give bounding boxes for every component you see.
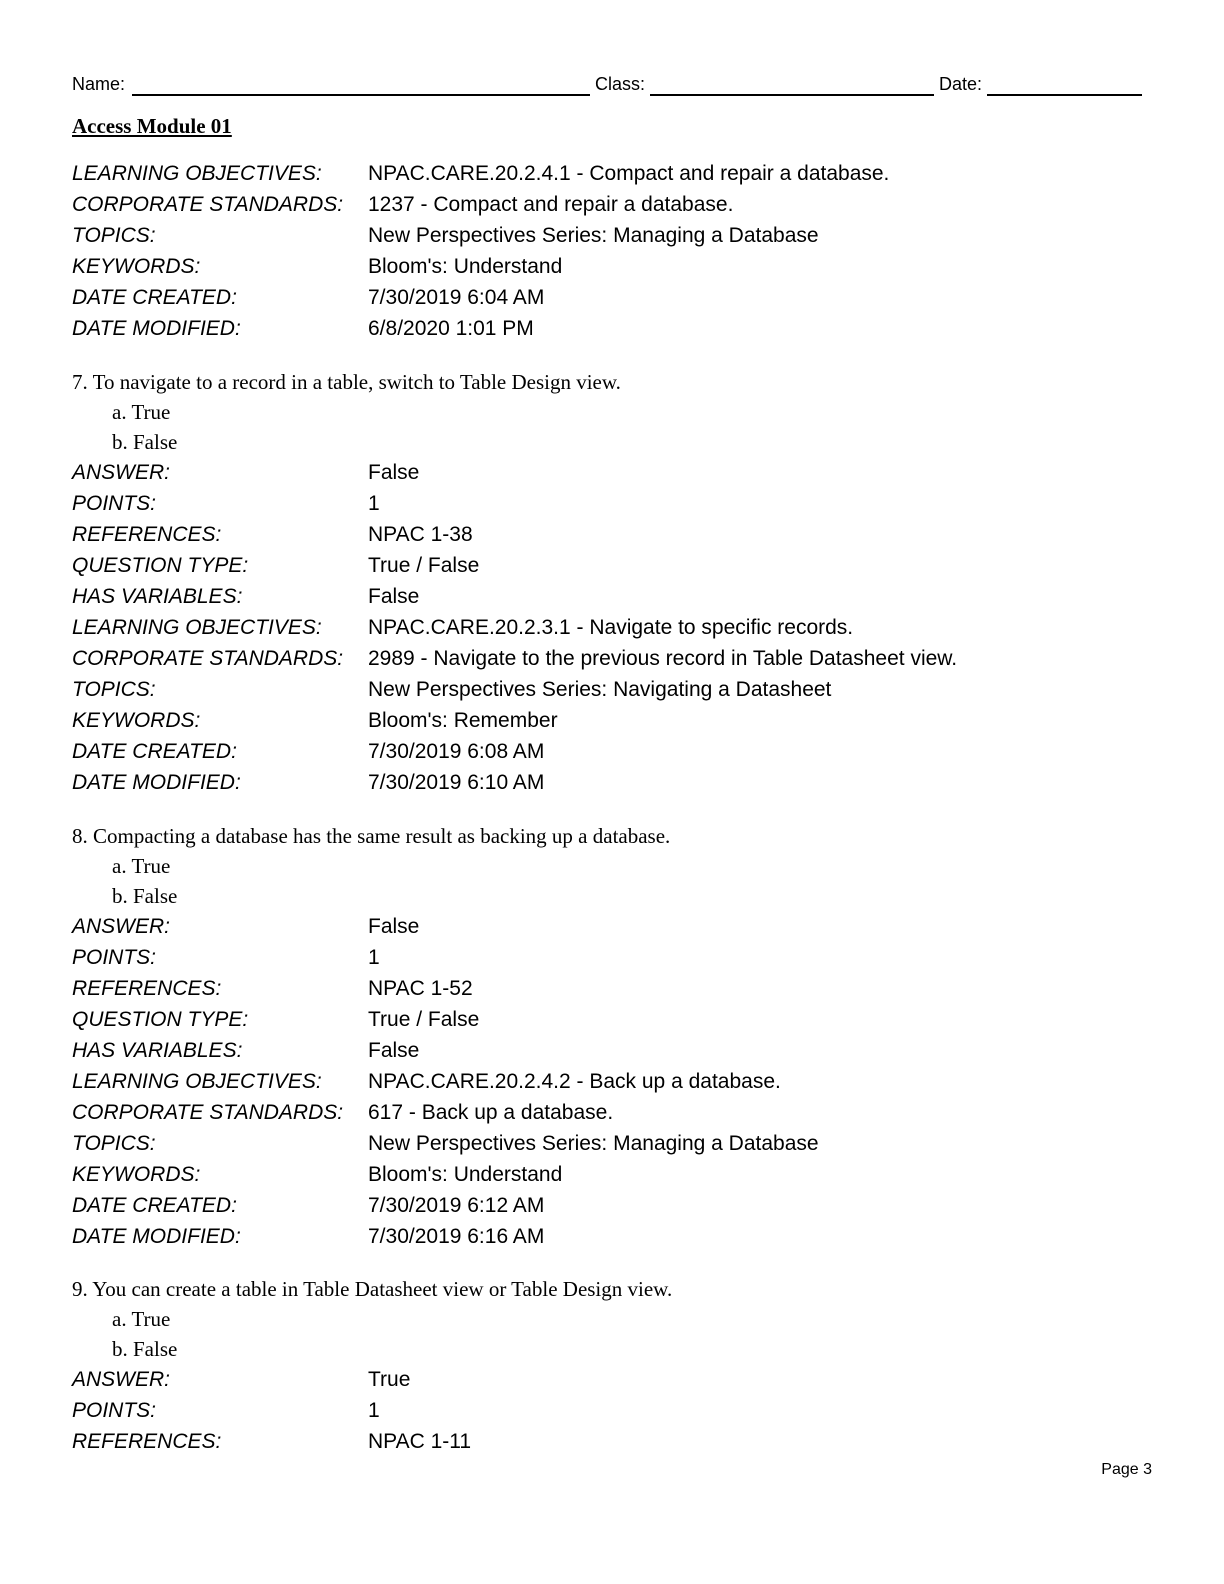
answer-option: a. True	[112, 1307, 171, 1331]
metadata-row	[72, 519, 1152, 550]
metadata-row	[72, 643, 1152, 674]
metadata-value: NPAC.CARE.20.2.3.1 - Navigate to specific records.	[368, 616, 854, 639]
metadata-value: False	[368, 585, 420, 608]
metadata-row	[72, 282, 1152, 313]
answer-option: a. True	[112, 400, 171, 424]
metadata-row	[72, 674, 1152, 705]
metadata-key: TOPICS:	[72, 1132, 156, 1155]
metadata-value: New Perspectives Series: Navigating a Datasheet	[368, 678, 832, 701]
question-text: 7. To navigate to a record in a table, switch to Table Design view.	[72, 370, 621, 394]
metadata-value: False	[368, 461, 420, 484]
class-label: Class:	[595, 74, 646, 94]
metadata-value: NPAC 1-52	[368, 977, 473, 1000]
metadata-value: 7/30/2019 6:08 AM	[368, 740, 545, 763]
question-text: 9. You can create a table in Table Datasheet view or Table Design view.	[72, 1277, 673, 1301]
metadata-value: 617 - Back up a database.	[368, 1101, 614, 1124]
metadata-key: LEARNING OBJECTIVES:	[72, 616, 322, 639]
metadata-key: CORPORATE STANDARDS:	[72, 1101, 344, 1124]
page-number: Page 3	[1101, 1461, 1152, 1478]
metadata-key: HAS VARIABLES:	[72, 585, 243, 608]
metadata-value: NPAC 1-11	[368, 1430, 472, 1453]
metadata-key: REFERENCES:	[72, 523, 222, 546]
metadata-row	[72, 581, 1152, 612]
name-line	[132, 94, 590, 96]
metadata-row	[72, 550, 1152, 581]
metadata-value: NPAC.CARE.20.2.4.1 - Compact and repair a database.	[368, 162, 890, 185]
metadata-key: ANSWER:	[72, 461, 171, 484]
metadata-value: 1	[368, 1399, 380, 1422]
metadata-row	[72, 942, 1152, 973]
metadata-key: ANSWER:	[72, 915, 171, 938]
metadata-key: REFERENCES:	[72, 1430, 222, 1453]
metadata-key: KEYWORDS:	[72, 255, 201, 278]
metadata-key: TOPICS:	[72, 224, 156, 247]
metadata-key: CORPORATE STANDARDS:	[72, 647, 344, 670]
metadata-value: True / False	[368, 554, 480, 577]
module-title: Access Module 01	[72, 114, 232, 138]
metadata-value: Bloom's: Remember	[368, 709, 558, 732]
answer-option: b. False	[112, 884, 178, 908]
metadata-key: HAS VARIABLES:	[72, 1039, 243, 1062]
question-9	[72, 1274, 1152, 1457]
metadata-row	[72, 1035, 1152, 1066]
date-line	[987, 94, 1142, 96]
question-8	[72, 821, 1152, 1252]
header-fields	[72, 72, 1142, 98]
metadata-key: KEYWORDS:	[72, 709, 201, 732]
question-text: 8. Compacting a database has the same result as backing up a database.	[72, 824, 671, 848]
metadata-value: 7/30/2019 6:04 AM	[368, 286, 545, 309]
metadata-key: QUESTION TYPE:	[72, 1008, 249, 1031]
metadata-row	[72, 1066, 1152, 1097]
metadata-row	[72, 158, 1152, 189]
metadata-row	[72, 1221, 1152, 1252]
metadata-value: False	[368, 915, 420, 938]
metadata-key: DATE MODIFIED:	[72, 317, 241, 340]
metadata-key: REFERENCES:	[72, 977, 222, 1000]
metadata-value: 6/8/2020 1:01 PM	[368, 317, 534, 340]
metadata-row	[72, 457, 1152, 488]
metadata-key: DATE MODIFIED:	[72, 1225, 241, 1248]
metadata-row	[72, 767, 1152, 798]
metadata-row	[72, 251, 1152, 282]
metadata-value: NPAC 1-38	[368, 523, 473, 546]
metadata-key: QUESTION TYPE:	[72, 554, 249, 577]
metadata-value: NPAC.CARE.20.2.4.2 - Back up a database.	[368, 1070, 781, 1093]
name-label: Name:	[72, 74, 126, 94]
metadata-row	[72, 1004, 1152, 1035]
metadata-value: 1	[368, 946, 380, 969]
metadata-value: False	[368, 1039, 420, 1062]
metadata-row	[72, 1097, 1152, 1128]
metadata-row	[72, 911, 1152, 942]
metadata-key: ANSWER:	[72, 1368, 171, 1391]
metadata-row	[72, 189, 1152, 220]
metadata-row	[72, 736, 1152, 767]
metadata-key: DATE CREATED:	[72, 286, 237, 309]
metadata-key: TOPICS:	[72, 678, 156, 701]
metadata-key: DATE CREATED:	[72, 740, 237, 763]
metadata-row	[72, 1128, 1152, 1159]
metadata-value: Bloom's: Understand	[368, 255, 563, 278]
metadata-key: POINTS:	[72, 492, 157, 515]
metadata-value: 2989 - Navigate to the previous record in Table Datasheet view.	[368, 647, 958, 670]
metadata-row	[72, 1426, 1152, 1457]
metadata-value: True	[368, 1368, 411, 1391]
metadata-row	[72, 973, 1152, 1004]
metadata-value: 7/30/2019 6:12 AM	[368, 1194, 545, 1217]
metadata-value: Bloom's: Understand	[368, 1163, 563, 1186]
metadata-key: LEARNING OBJECTIVES:	[72, 162, 322, 185]
metadata-value: 1	[368, 492, 380, 515]
metadata-row	[72, 1395, 1152, 1426]
metadata-key: POINTS:	[72, 1399, 157, 1422]
metadata-key: KEYWORDS:	[72, 1163, 201, 1186]
metadata-value: 7/30/2019 6:16 AM	[368, 1225, 545, 1248]
metadata-row	[72, 612, 1152, 643]
answer-option: b. False	[112, 1337, 178, 1361]
question-7	[72, 367, 1152, 798]
metadata-key: DATE CREATED:	[72, 1194, 237, 1217]
metadata-row	[72, 220, 1152, 251]
metadata-row	[72, 1159, 1152, 1190]
metadata-value: 7/30/2019 6:10 AM	[368, 771, 545, 794]
answer-option: a. True	[112, 854, 171, 878]
class-line	[650, 94, 934, 96]
metadata-key: CORPORATE STANDARDS:	[72, 193, 344, 216]
metadata-key: POINTS:	[72, 946, 157, 969]
metadata-row	[72, 488, 1152, 519]
metadata-row	[72, 1190, 1152, 1221]
date-label: Date:	[939, 74, 983, 94]
metadata-value: New Perspectives Series: Managing a Database	[368, 1132, 819, 1155]
metadata-key: LEARNING OBJECTIVES:	[72, 1070, 322, 1093]
metadata-row	[72, 1364, 1152, 1395]
answer-option: b. False	[112, 430, 178, 454]
metadata-key: DATE MODIFIED:	[72, 771, 241, 794]
metadata-value: New Perspectives Series: Managing a Database	[368, 224, 819, 247]
preamble-metadata	[72, 158, 1152, 344]
metadata-row	[72, 705, 1152, 736]
metadata-value: True / False	[368, 1008, 480, 1031]
metadata-row	[72, 313, 1152, 344]
metadata-value: 1237 - Compact and repair a database.	[368, 193, 734, 216]
